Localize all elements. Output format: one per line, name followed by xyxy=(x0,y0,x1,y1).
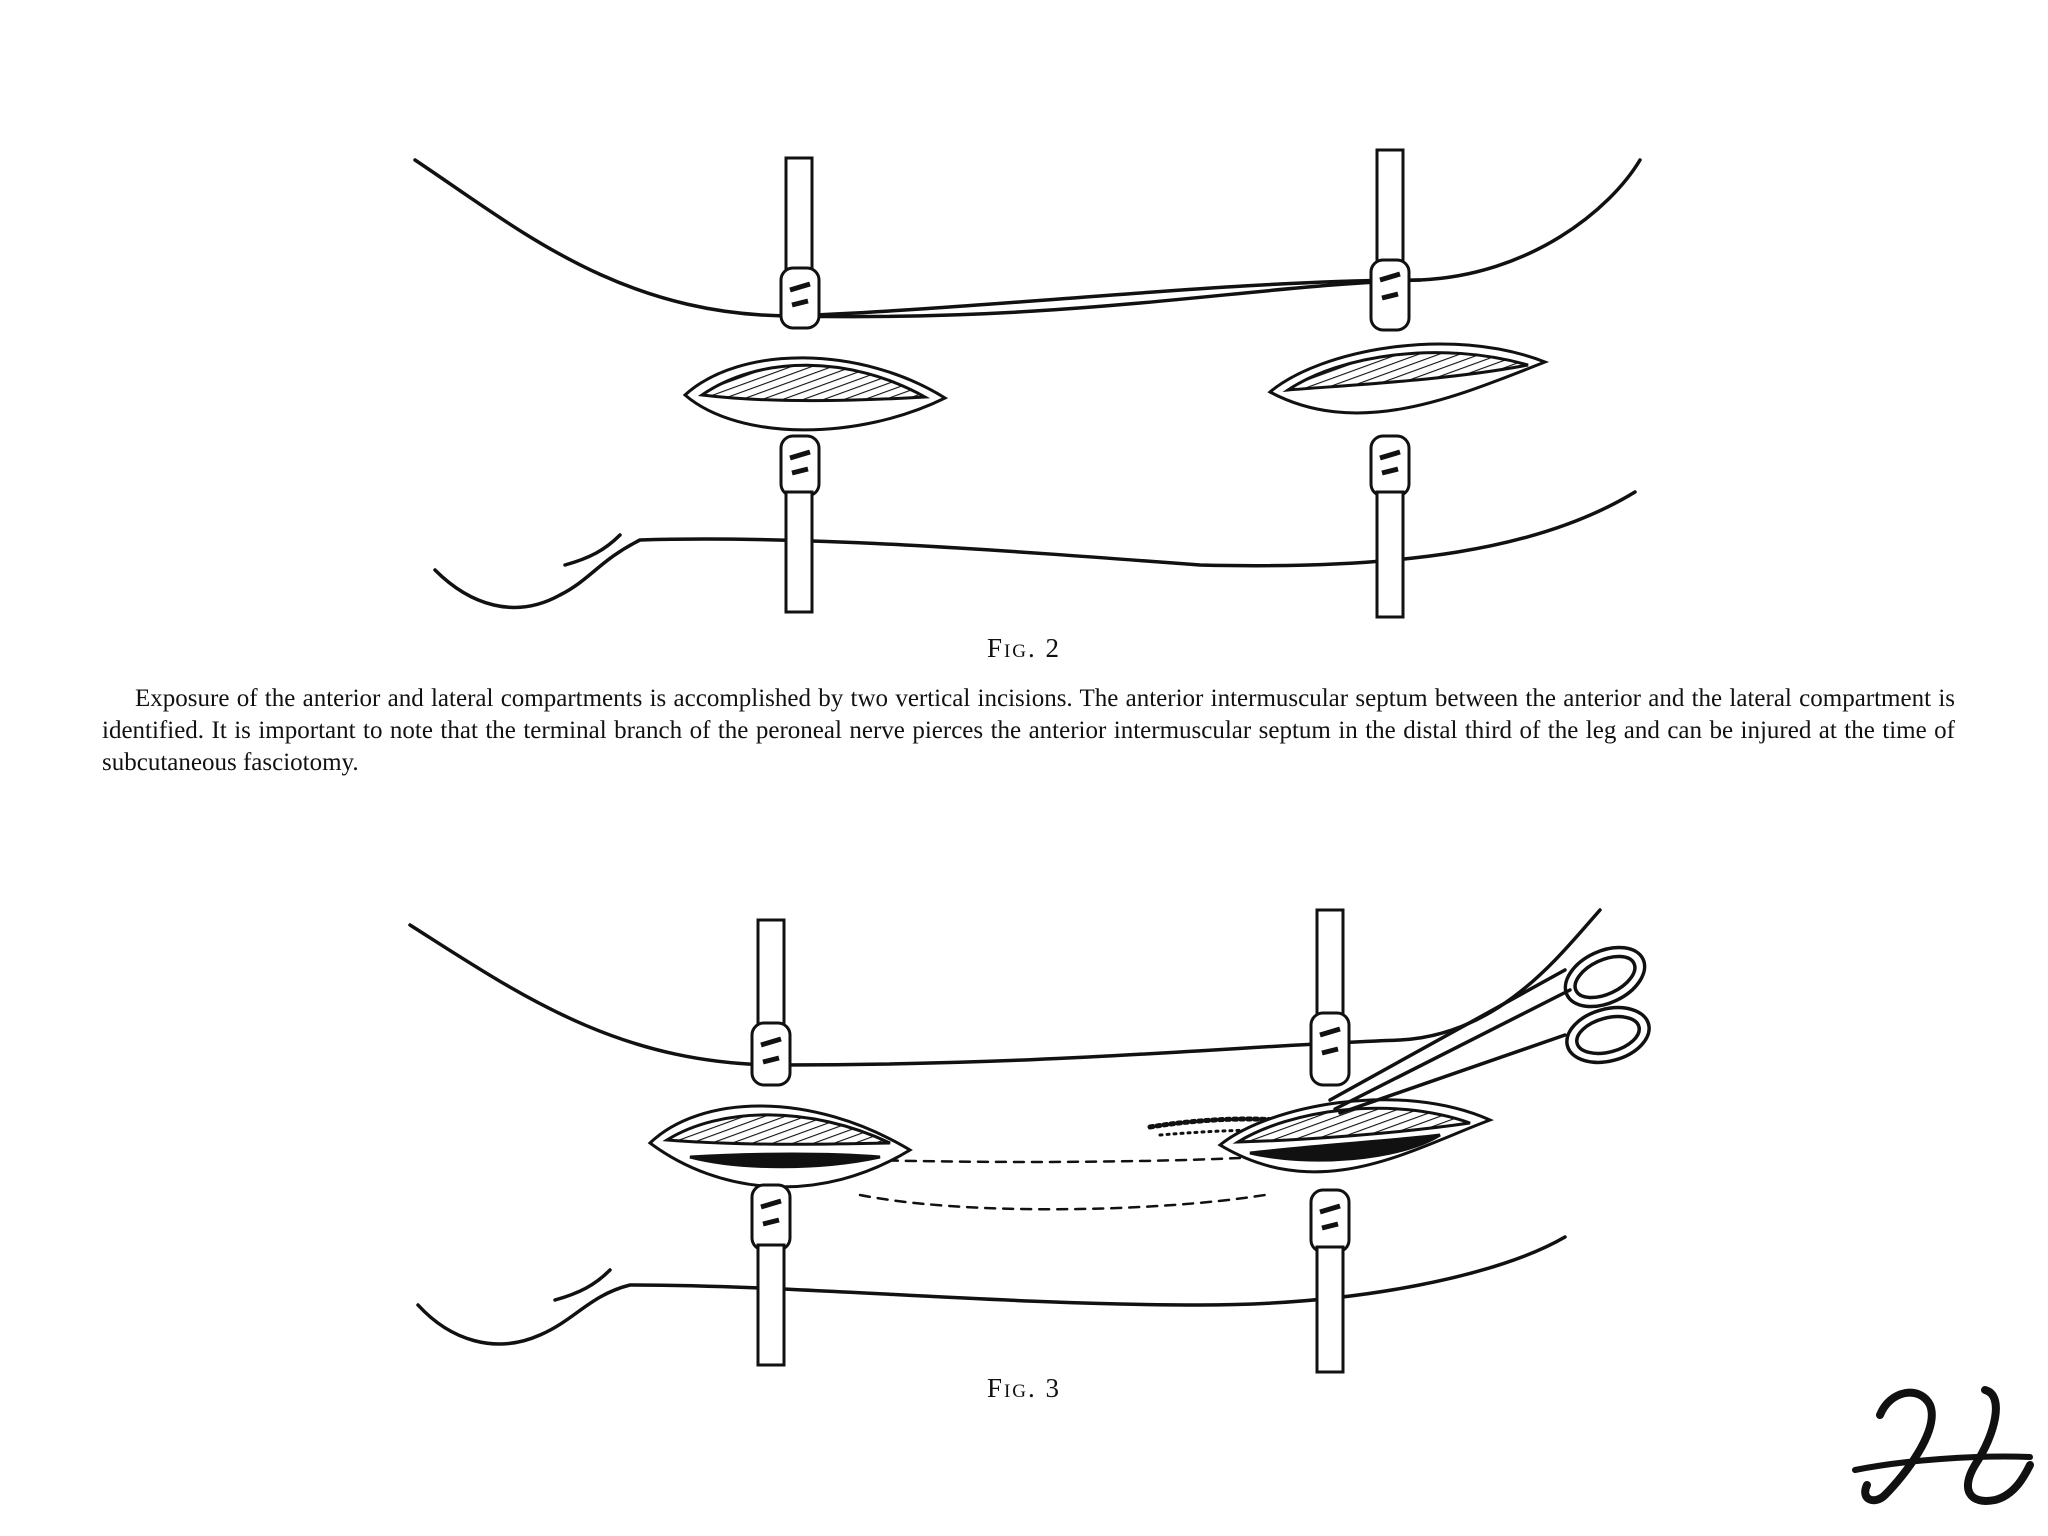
scissors-icon xyxy=(1330,936,1655,1113)
figure-2-caption: Exposure of the anterior and lateral compartments is accomplished by two vertical incisions. The anterior intermuscular septum between the anterior and the lateral compartment is identified. It is important to note that the terminal branch of the peroneal nerve pierces the anterior intermuscular septum in the distal third of the leg and can be injured at the time of subcutaneous fasciotomy. xyxy=(102,685,1955,776)
leg-fasciotomy-drawing-fig2 xyxy=(0,140,2048,630)
leg-lower-outline xyxy=(435,492,1635,607)
figure-3-illustration xyxy=(0,895,2048,1385)
figure-3-label: Fig. 3 xyxy=(986,1373,1062,1403)
leg-upper-outline xyxy=(415,160,1640,317)
knee-crease xyxy=(565,535,620,565)
subcutaneous-path-lower xyxy=(860,1195,1265,1209)
h-monogram-icon xyxy=(1845,1375,2040,1515)
right-incision xyxy=(1270,150,1545,617)
figure-2-label: Fig. 2 xyxy=(986,633,1062,663)
subcutaneous-path-upper xyxy=(870,1157,1260,1162)
monogram-logo xyxy=(1845,1375,2040,1515)
figure-2-illustration xyxy=(0,140,2048,630)
leg-fasciotomy-drawing-fig3 xyxy=(0,895,2048,1385)
leg-upper-outline xyxy=(410,910,1600,1065)
left-incision xyxy=(650,920,910,1365)
leg-lower-outline xyxy=(418,1237,1565,1344)
